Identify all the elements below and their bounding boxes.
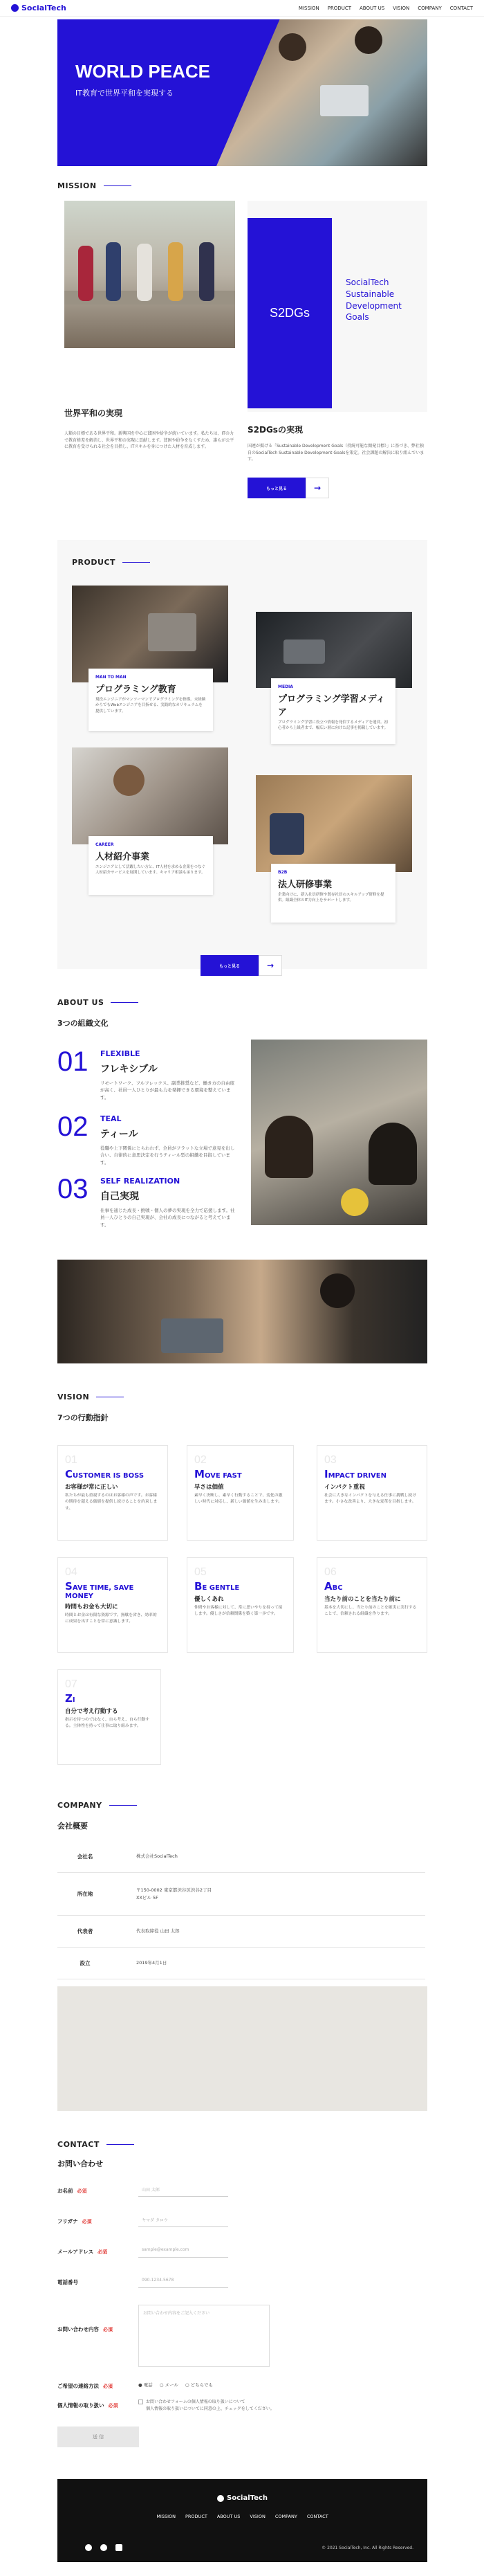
company-value: 〒150-0002 東京都渋谷区渋谷2丁目 XXビル 5F	[136, 1887, 212, 1901]
vision-text: 社会に大きなインパクトを与える仕事に挑戦し続けます。小さな改善より、大きな変革を目指します。	[324, 1494, 416, 1505]
vision-en: SAVE TIME, SAVE MONEY	[65, 1580, 134, 1600]
privacy-label: 個人情報の取り扱い 必須	[57, 2402, 118, 2409]
mission-photo	[64, 201, 235, 348]
vision-num: 02	[194, 1454, 207, 1466]
company-row	[57, 1873, 425, 1916]
privacy-checkbox[interactable]	[138, 2399, 274, 2412]
footer-nav-about[interactable]: ABOUT US	[216, 2514, 241, 2519]
vision-num: 06	[324, 1566, 337, 1578]
about-text-3: 仕事を通じた成長・挑戦・個人の夢の実現を全力で応援します。社員一人ひとりの自己実現が、会社の成長につながると考えています。	[100, 1208, 235, 1228]
logo-icon	[11, 4, 19, 12]
product-title: 人材紹介事業	[95, 852, 150, 862]
social-links	[85, 2544, 122, 2551]
mission-heading: MISSION	[57, 181, 131, 190]
footer	[57, 2479, 427, 2562]
vision-jp: 当たり前のことを当たり前に	[324, 1596, 401, 1603]
arrow-right-icon: →	[259, 955, 282, 976]
vision-num: 01	[65, 1454, 77, 1466]
footer-nav-company[interactable]: COMPANY	[274, 2514, 297, 2519]
nav-product[interactable]: PRODUCT	[327, 5, 351, 11]
about-heading: ABOUT US	[57, 998, 138, 1007]
product-more-button[interactable]	[201, 955, 282, 976]
mission-more-label: もっと見る	[266, 486, 287, 491]
s2dgs-badge-text: S2DGs	[269, 306, 310, 320]
s2dgs-badge	[248, 218, 332, 408]
vision-text: 基本を大切にし、当たり前のことを確実に実行することで、信頼される組織を作ります。	[324, 1606, 417, 1617]
product-text: 現役エンジニアがマンツーマンでプログラミングを指導。未経験からでもWebエンジニアを目指せる、実践的なカリキュラムを提供しています。	[95, 698, 206, 714]
email-label: メールアドレス 必須	[57, 2249, 108, 2255]
vision-text: 私たちが最も重視するのはお客様の声です。お客様の期待を超える価値を提供し続けることを約束します。	[65, 1494, 158, 1511]
vision-card-4	[57, 1557, 168, 1653]
product-tag: CAREER	[95, 842, 114, 847]
checkbox-icon	[138, 2400, 143, 2404]
phone-label: 電話番号	[57, 2279, 78, 2285]
vision-card-2	[187, 1445, 294, 1541]
product-tag: B2B	[278, 870, 288, 875]
vision-card-7	[57, 1669, 161, 1765]
product-card-1[interactable]	[89, 669, 213, 731]
company-value: 2019年4月1日	[136, 1960, 167, 1966]
twitter-icon[interactable]	[100, 2544, 107, 2551]
footer-nav-mission[interactable]: MISSION	[156, 2514, 176, 2519]
message-label: お問い合わせ内容 必須	[57, 2326, 113, 2332]
product-heading: PRODUCT	[72, 558, 150, 567]
product-card-4[interactable]	[271, 864, 395, 923]
vision-text: 仲間やお客様に対して、常に思いやりを持って接します。優しさが信頼関係を築く第一歩です。	[194, 1606, 283, 1617]
youtube-icon[interactable]	[115, 2544, 122, 2551]
name-label: お名前 必須	[57, 2188, 87, 2194]
vision-jp: 早さは価値	[194, 1484, 224, 1491]
email-input[interactable]: sample@example.com	[138, 2242, 228, 2258]
vision-num: 07	[65, 1678, 77, 1690]
product-card-3[interactable]	[89, 836, 213, 895]
vision-text: 素早く決断し、素早く行動することで、変化の激しい時代に対応し、新しい価値を生み出します。	[194, 1494, 283, 1505]
product-text: プログラミング学習に役立つ情報を発信するメディアを運営。初心者から上級者まで、幅広い層に向けた記事を掲載しています。	[278, 720, 388, 731]
product-card-2[interactable]	[271, 678, 395, 744]
about-num-2: 02	[57, 1112, 89, 1142]
product-tag: MAN TO MAN	[95, 675, 127, 680]
vision-card-1	[57, 1445, 168, 1541]
company-value: 代表取締役 山田 太郎	[136, 1928, 180, 1934]
company-row	[57, 1948, 425, 1979]
nav-company[interactable]: COMPANY	[418, 5, 442, 11]
submit-button[interactable]: 送 信	[57, 2427, 139, 2447]
about-subheading: 3つの組織文化	[57, 1019, 109, 1028]
vision-en: IMPACT DRIVEN	[324, 1468, 387, 1480]
method-radio-phone[interactable]: ● 電話	[138, 2382, 153, 2388]
about-jp-1: フレキシブル	[100, 1064, 158, 1075]
company-key: 会社名	[77, 1853, 93, 1860]
about-jp-3: 自己実現	[100, 1191, 139, 1202]
footer-nav-vision[interactable]: VISION	[250, 2514, 266, 2519]
contact-subheading: お問い合わせ	[57, 2159, 103, 2168]
about-jp-2: ティール	[100, 1129, 138, 1140]
about-num-1: 01	[57, 1046, 89, 1077]
s2dgs-panel	[248, 201, 427, 412]
vision-jp: 優しくあれ	[194, 1596, 224, 1603]
vision-num: 04	[65, 1566, 77, 1578]
header	[0, 0, 484, 17]
about-wide-photo	[57, 1260, 427, 1363]
mission-card2-text: 国連が掲げる「Sustainable Development Goals（持続可能な開発目標）」に基づき、弊社独自のSocialTech Sustainable Development Goalsを策定。社会課題の解決に取り組んでいます。	[248, 444, 425, 462]
vision-text: 指示を待つのではなく、自ら考え、自ら行動する。主体性を持って仕事に取り組みます。	[65, 1718, 149, 1729]
mission-card1-title: 世界平和の実現	[64, 408, 123, 418]
hero-subtitle: IT教育で世界平和を実現する	[75, 89, 174, 98]
about-text-2: 役職や上下関係にとらわれず、全員がフラットな立場で意見を出し合い、自律的に意思決定を行うティール型の組織を目指しています。	[100, 1145, 235, 1165]
nav-contact[interactable]: CONTACT	[449, 5, 473, 11]
vision-num: 03	[324, 1454, 337, 1466]
hero	[57, 19, 427, 166]
vision-card-3	[317, 1445, 427, 1541]
mission-more-button[interactable]	[248, 478, 329, 498]
vision-text: 時間とお金は有限な資源です。無駄を省き、効率的に成果を出すことを常に意識します。	[65, 1613, 157, 1624]
vision-card-5	[187, 1557, 294, 1653]
footer-nav-product[interactable]: PRODUCT	[185, 2514, 207, 2519]
company-key: 設立	[80, 1960, 91, 1966]
footer-nav-contact[interactable]: CONTACT	[306, 2514, 328, 2519]
hero-title: WORLD PEACE	[75, 61, 210, 82]
vision-en: ZI	[65, 1692, 75, 1705]
footer-nav	[57, 2514, 427, 2519]
phone-input[interactable]: 090-1234-5678	[138, 2273, 228, 2288]
mission-card2-title: S2DGsの実現	[248, 425, 303, 435]
kana-label: フリガナ 必須	[57, 2218, 92, 2224]
mission-card1-text: 人類の目標である世界平和。新興国を中心に貧困や紛争が続いています。私たちは、ITの力で教育格差を解消し、世界平和の実現に貢献します。貧困や紛争をなくすため、誰もが公平に教育を受けられる社会を目指し、ITスキルを身につけた人材を育成します。	[64, 431, 234, 450]
company-value: 株式会社SocialTech	[136, 1853, 178, 1860]
product-photo-2	[256, 612, 412, 688]
footer-logo[interactable]	[57, 2494, 427, 2502]
product-title: 法人研修事業	[278, 880, 333, 890]
vision-jp: 時間もお金も大切に	[65, 1604, 118, 1611]
name-input[interactable]: 山田 太郎	[138, 2182, 228, 2197]
nav-vision[interactable]: VISION	[393, 5, 410, 11]
vision-num: 05	[194, 1566, 207, 1578]
vision-card-6	[317, 1557, 427, 1653]
product-photo-4	[256, 775, 412, 872]
privacy-text: お問い合わせフォームの個人情報の取り扱いについて 個人情報の取り扱いについてに同意の上、チェックをしてください。	[146, 2400, 274, 2411]
company-row	[57, 1916, 425, 1948]
about-num-3: 03	[57, 1174, 89, 1204]
product-photo-3	[72, 747, 228, 844]
arrow-right-icon: →	[306, 478, 329, 498]
logo-icon	[217, 2495, 224, 2502]
product-title: プログラミング学習メディア	[278, 694, 385, 718]
vision-heading: VISION	[57, 1393, 124, 1402]
vision-jp: お客様が常に正しい	[65, 1484, 118, 1491]
method-radio-either[interactable]: ○ どちらでも	[185, 2382, 214, 2388]
footer-brand: SocialTech	[227, 2494, 268, 2502]
message-textarea[interactable]: お問い合わせ内容をご記入ください	[138, 2305, 270, 2367]
vision-en: CUSTOMER IS BOSS	[65, 1468, 145, 1480]
logo[interactable]	[11, 3, 66, 12]
main-nav	[290, 6, 473, 11]
vision-en: ABC	[324, 1580, 343, 1593]
company-heading: COMPANY	[57, 1801, 137, 1810]
method-label: ご希望の連絡方法 必須	[57, 2383, 113, 2389]
about-en-3: SELF REALIZATION	[100, 1177, 180, 1186]
nav-mission[interactable]: MISSION	[298, 5, 319, 11]
company-key: 代表者	[77, 1928, 93, 1934]
method-radio-email[interactable]: ○ メール	[159, 2382, 178, 2388]
map-area[interactable]	[57, 1986, 427, 2111]
product-more-label: もっと見る	[218, 963, 240, 969]
vision-en: MOVE FAST	[194, 1468, 242, 1480]
nav-about[interactable]: ABOUT US	[360, 5, 385, 11]
company-subheading: 会社概要	[57, 1822, 88, 1831]
product-title: プログラミング教育	[95, 684, 176, 695]
s2dgs-sub: SocialTech Sustainable Development Goals	[346, 278, 402, 323]
product-photo-1	[72, 586, 228, 682]
kana-input[interactable]: ヤマダ タロウ	[138, 2212, 228, 2227]
vision-en: BE GENTLE	[194, 1580, 240, 1593]
company-key: 所在地	[77, 1891, 93, 1897]
about-en-1: FLEXIBLE	[100, 1049, 140, 1058]
contact-heading: CONTACT	[57, 2140, 134, 2149]
about-en-2: TEAL	[100, 1114, 122, 1123]
vision-jp: インパクト重視	[324, 1484, 365, 1491]
copyright: © 2021 SocialTech, Inc. All Rights Reserved.	[322, 2546, 413, 2550]
about-photo	[251, 1040, 427, 1225]
brand-name: SocialTech	[21, 3, 66, 12]
product-text: 企業向けに、新入社員研修や既存社員のスキルアップ研修を提供。組織全体のIT力向上をサポートします。	[278, 893, 384, 903]
vision-subheading: 7つの行動指針	[57, 1413, 109, 1422]
hero-photo	[216, 19, 427, 166]
product-text: エンジニアとして活躍したい方と、IT人材を求める企業をつなぐ人材紹介サービスを展開しています。キャリア相談も承ります。	[95, 865, 205, 876]
about-text-1: リモートワーク、フルフレックス、副業推奨など、働き方の自由度が高く、社員一人ひとりが最も力を発揮できる環境を整えています。	[100, 1080, 235, 1100]
method-options	[138, 2382, 213, 2388]
product-tag: MEDIA	[278, 684, 293, 689]
vision-jp: 自分で考え行動する	[65, 1708, 118, 1715]
facebook-icon[interactable]	[85, 2544, 92, 2551]
company-row	[57, 1841, 425, 1873]
